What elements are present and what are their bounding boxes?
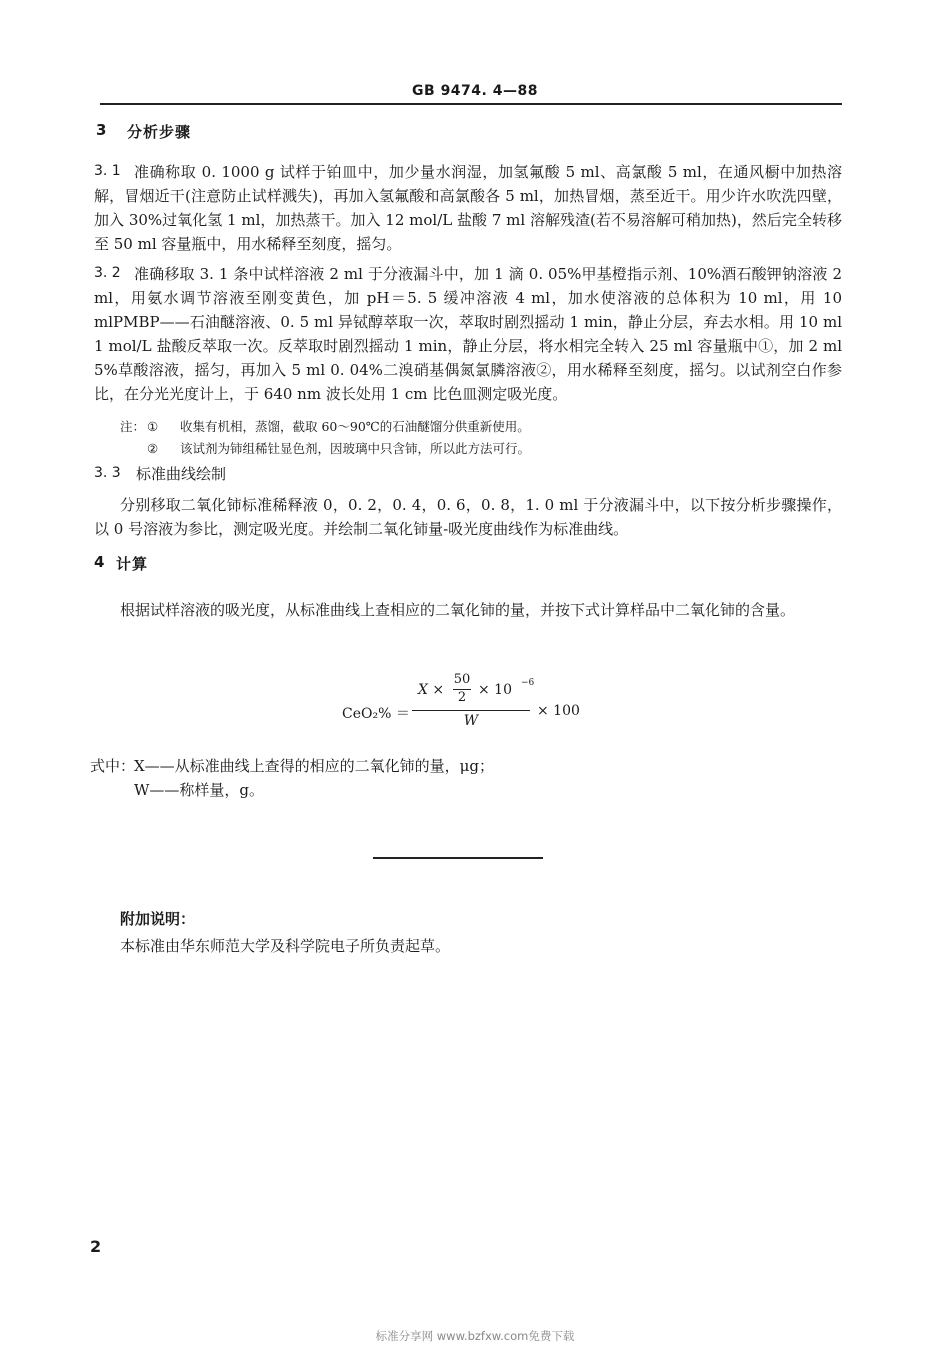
clause-3-2-number: 3. 2 [94, 265, 121, 281]
page-number: 2 [90, 1237, 102, 1256]
w-definition: W——称样量，g。 [134, 781, 265, 799]
note-1-text: 收集有机相，蒸馏，截取 60～90℃的石油醚馏分供重新使用。 [180, 419, 530, 434]
formula-main-frac-line [412, 710, 530, 711]
formula-lhs: CeO₂% ＝ [342, 706, 410, 722]
section-4-number: 4 [94, 553, 105, 571]
section-4-text: 根据试样溶液的吸光度，从标准曲线上查相应的二氧化铈的量，并按下式计算样品中二氧化铈的含量。 [120, 601, 796, 619]
clause-3-3-title: 标准曲线绘制 [136, 465, 227, 483]
formula-inner-frac-top: 50 [453, 672, 471, 687]
footer-watermark: 标准分享网 www.bzfxw.com免费下载 [375, 1329, 575, 1343]
x-definition: X——从标准曲线上查得的相应的二氧化铈的量，μg； [134, 757, 495, 775]
formula-exponent: −6 [521, 678, 535, 688]
appendix-text: 本标准由华东师范大学及科学院电子所负责起草。 [120, 937, 451, 955]
section-3-number: 3 [96, 121, 107, 139]
header-rule [100, 103, 842, 105]
clause-3-1-text: 准确称取 0. 1000 g 试样于铂皿中，加少量水润湿，加氢氟酸 5 ml、高氯酸 5 ml，在通风橱中加热溶解，冒烟近干(注意防止试样溅失)，再加入氢氟酸和高氯酸各 5 ml，加热冒烟，蒸至近干。用少许水吹洗四壁，加入 30%过氧化氢 1 ml，加热蒸干。加入 12 mol/L 盐酸 7 ml 溶解残渣(若不易溶解可稍加热)，然后完全转移至 50 ml 容量瓶中，用水稀释至刻度，摇匀。 [94, 163, 842, 253]
formula-inner-frac-bottom: 2 [457, 690, 467, 705]
formula-rhs: × 100 [537, 703, 580, 719]
section-4-title: 计算 [116, 555, 149, 573]
document-header: GB 9474. 4—88 [412, 83, 538, 99]
appendix-title: 附加说明： [120, 910, 196, 928]
note-label: 注： [120, 419, 146, 434]
clause-3-2-text: 准确移取 3. 1 条中试样溶液 2 ml 于分液漏斗中，加 1 滴 0. 05%甲基橙指示剂、10%酒石酸钾钠溶液 2 ml，用氨水调节溶液至刚变黄色，加 pH＝5. 5 缓冲溶液 4 ml，加水使溶液的总体积为 10 ml，用 10 mlPMBP——石油醚溶液、0. 5 ml 异铽醇萃取一次，萃取时剧烈摇动 1 min，静止分层，弃去水相。用 10 ml 1 mol/L 盐酸反萃取一次。反萃取时剧烈摇动 1 min，静止分层，将水相完全转入 25 ml 容量瓶中①，加 2 ml 5%草酸溶液，摇匀，再加入 5 ml 0. 04%二溴硝基偶氮氯膦溶液②，用水稀释至刻度，摇匀。以试剂空白作参比，在分光光度计上，于 640 nm 波长处用 1 cm 比色皿测定吸光度。 [94, 265, 842, 403]
note-1-mark: ① [147, 419, 159, 434]
section-3-title: 分析步骤 [127, 123, 192, 141]
formula-denominator: W [463, 713, 479, 729]
clause-3-3-number: 3. 3 [94, 465, 121, 481]
where-label: 式中： [90, 757, 136, 775]
clause-3-3-text: 分别移取二氧化铈标准稀释液 0，0. 2，0. 4，0. 6，0. 8，1. 0 ml 于分液漏斗中，以下按分析步骤操作，以 0 号溶液为参比，测定吸光度。并绘制二氧化铈量-吸光度曲线作为标准曲线。 [94, 496, 842, 538]
clause-3-1-number: 3. 1 [94, 163, 121, 179]
formula-numerator-x: X × [418, 682, 445, 698]
formula-numerator-rest: × 10 [478, 682, 512, 698]
note-2-mark: ② [147, 441, 159, 456]
note-2-text: 该试剂为铈组稀钍显色剂，因玻璃中只含铈，所以此方法可行。 [180, 441, 531, 456]
end-separator [373, 857, 543, 859]
